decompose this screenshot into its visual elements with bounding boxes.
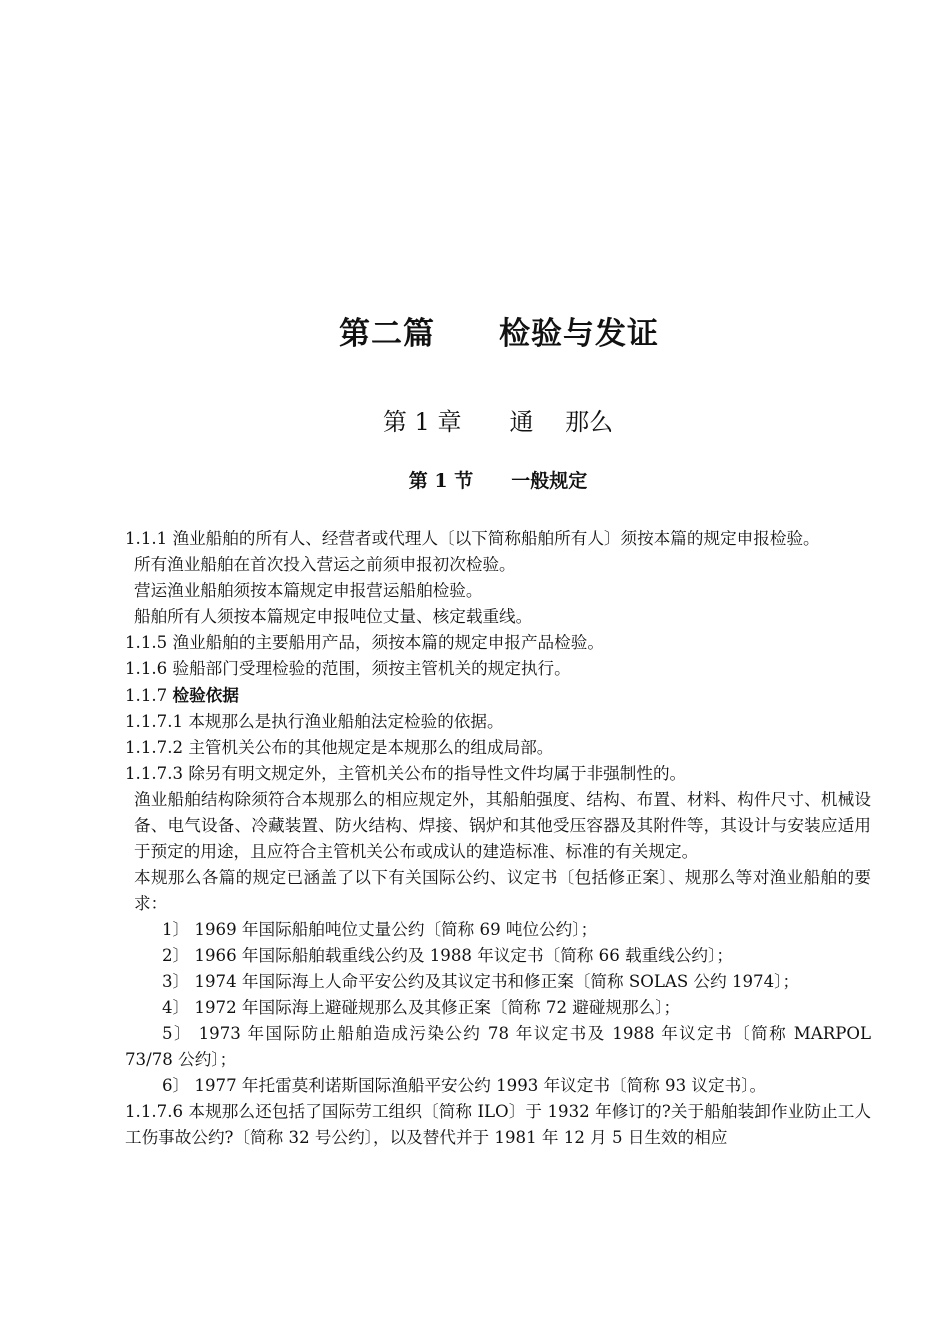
clause-number: 1.1.7 bbox=[125, 686, 173, 705]
paragraph-initial-survey: 所有渔业船舶在首次投入营运之前须申报初次检验。 bbox=[134, 555, 516, 574]
paragraph-1-1-7-6: 1.1.7.6 本规那么还包括了国际劳工组织〔简称 ILO〕于 1932 年修订的?关于船舶装卸作业防止工人工伤事故公约?〔简称 32 号公约〕，以及替代并于 1981 年 12 月 5 日生效的相应 bbox=[125, 1102, 871, 1147]
convention-item-3: 3〕 1974 年国际海上人命平安公约及其议定书和修正案〔简称 SOLAS 公约 1974〕； bbox=[162, 972, 800, 991]
paragraph-operation-survey: 营运渔业船舶须按本篇规定申报营运船舶检验。 bbox=[134, 581, 483, 600]
paragraph-1-1-7-3: 1.1.7.3 除另有明文规定外，主管机关公布的指导性文件均属于非强制性的。 bbox=[125, 764, 687, 783]
paragraph-1-1-5: 1.1.5 渔业船舶的主要船用产品，须按本篇的规定申报产品检验。 bbox=[125, 633, 604, 652]
convention-item-6: 6〕 1977 年托雷莫利诺斯国际渔船平安公约 1993 年议定书〔简称 93 议定书〕。 bbox=[162, 1076, 767, 1095]
paragraph-tonnage: 船舶所有人须按本篇规定申报吨位丈量、核定载重线。 bbox=[134, 607, 533, 626]
paragraph-1-1-6: 1.1.6 验船部门受理检验的范围，须按主管机关的规定执行。 bbox=[125, 659, 571, 678]
convention-item-5: 5〕 1973 年国际防止船舶造成污染公约 78 年议定书及 1988 年议定书〔简称 MARPOL 73/78 公约〕； bbox=[125, 1024, 871, 1069]
paragraph-1-1-7-1: 1.1.7.1 本规那么是执行渔业船舶法定检验的依据。 bbox=[125, 712, 504, 731]
convention-item-4: 4〕 1972 年国际海上避碰规那么及其修正案〔简称 72 避碰规那么〕； bbox=[162, 998, 681, 1017]
clause-heading: 检验依据 bbox=[172, 685, 239, 705]
section-title: 第 1 节 一般规定 bbox=[408, 470, 588, 492]
convention-item-1: 1〕 1969 年国际船舶吨位丈量公约〔简称 69 吨位公约〕； bbox=[162, 920, 598, 939]
paragraph-1-1-7 bbox=[125, 682, 871, 709]
convention-item-2: 2〕 1966 年国际船舶载重线公约及 1988 年议定书〔简称 66 载重线公约〕； bbox=[162, 946, 733, 965]
paragraph-1-1-7-2: 1.1.7.2 主管机关公布的其他规定是本规那么的组成局部。 bbox=[125, 738, 554, 757]
part-title: 第二篇 检验与发证 bbox=[339, 316, 659, 352]
document-body bbox=[125, 526, 871, 1151]
paragraph-1-1-1: 1.1.1 渔业船舶的所有人、经营者或代理人〔以下简称船舶所有人〕须按本篇的规定申报检验。 bbox=[125, 529, 820, 548]
paragraph-conventions-intro: 本规那么各篇的规定已涵盖了以下有关国际公约、议定书〔包括修正案〕、规那么等对渔业船舶的要求： bbox=[134, 868, 871, 913]
chapter-title: 第 1 章 通 那么 bbox=[382, 408, 614, 436]
paragraph-structure: 渔业船舶结构除须符合本规那么的相应规定外，其船舶强度、结构、布置、材料、构件尺寸、机械设备、电气设备、冷藏装置、防火结构、焊接、锅炉和其他受压容器及其附件等，其设计与安装应适用于预定的用途，且应符合主管机关公布或成认的建造标准、标准的有关规定。 bbox=[134, 790, 871, 861]
